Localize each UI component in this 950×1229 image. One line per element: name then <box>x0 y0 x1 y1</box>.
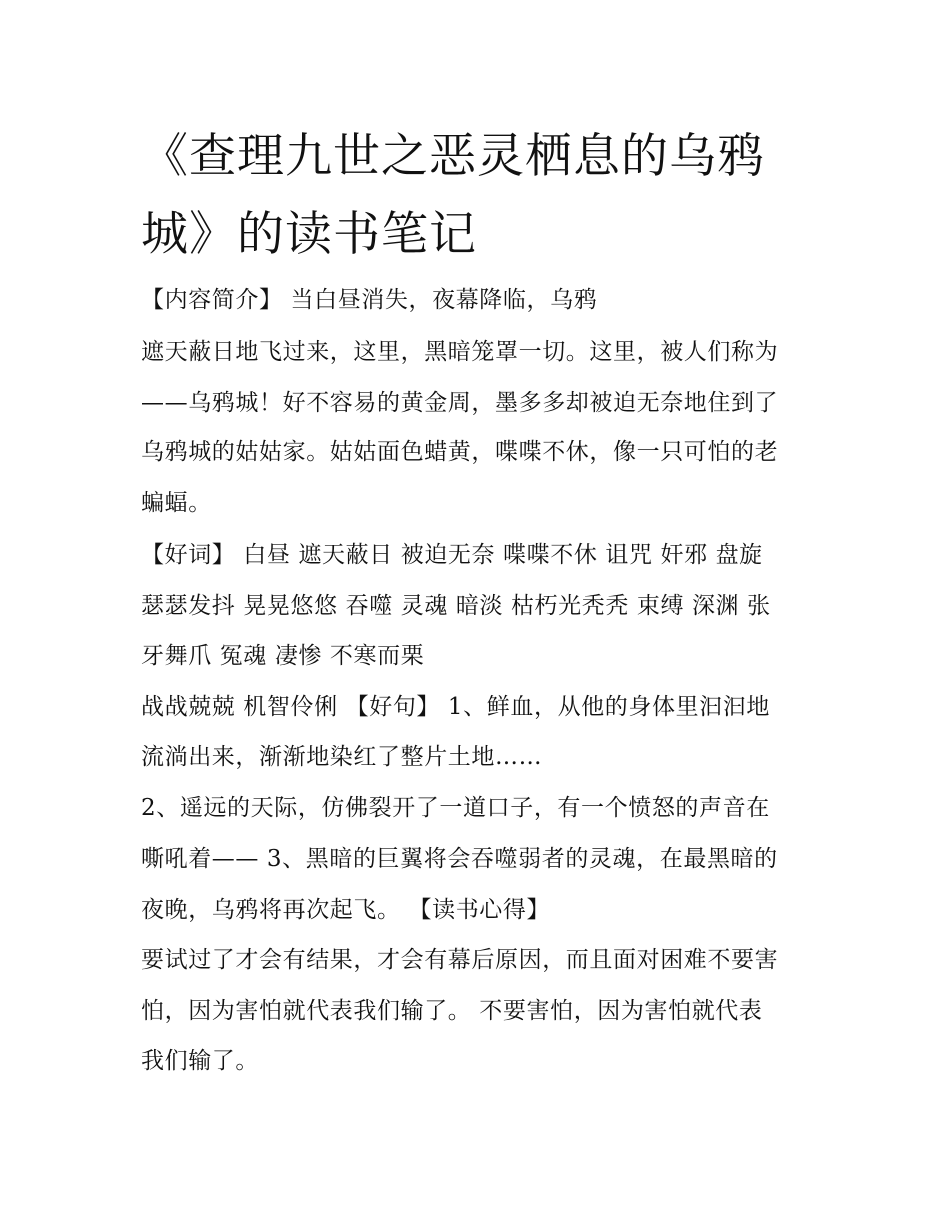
body-line: 遮天蔽日地飞过来，这里，黑暗笼罩一切。这里，被人们称为 <box>141 339 779 365</box>
body-line: 牙舞爪 冤魂 凄惨 不寒而栗 <box>141 643 425 669</box>
body-line: 瑟瑟发抖 晃晃悠悠 吞噬 灵魂 暗淡 枯朽光秃秃 束缚 深渊 张 <box>141 593 771 619</box>
body-line: ——乌鸦城！好不容易的黄金周，墨多多却被迫无奈地住到了 <box>141 390 779 416</box>
body-line: 我们输了。 <box>141 1048 259 1074</box>
body-line: 乌鸦城的姑姑家。姑姑面色蜡黄，喋喋不休，像一只可怕的老 <box>141 439 779 465</box>
body-line: 怕，因为害怕就代表我们输了。 不要害怕，因为害怕就代表 <box>141 998 763 1024</box>
title-line: 《查理九世之恶灵栖息的乌鸦 <box>141 129 765 184</box>
body-line: 蝙蝠。 <box>141 490 212 516</box>
body-line: 要试过了才会有结果，才会有幕后原因，而且面对困难不要害 <box>141 947 779 973</box>
body-line: 【内容简介】 当白昼消失，夜幕降临，乌鸦 <box>141 287 598 313</box>
body-line: 2、遥远的天际，仿佛裂开了一道口子，有一个愤怒的声音在 <box>141 795 770 821</box>
body-line: 战战兢兢 机智伶俐 【好句】 1、鲜血，从他的身体里汩汩地 <box>141 694 770 720</box>
body-line: 夜晚，乌鸦将再次起飞。 【读书心得】 <box>141 897 551 923</box>
body-line: 流淌出来，渐渐地染红了整片土地…… <box>141 744 543 770</box>
body-line: 【好词】 白昼 遮天蔽日 被迫无奈 喋喋不休 诅咒 奸邪 盘旋 <box>141 542 763 568</box>
body-line: 嘶吼着—— 3、黑暗的巨翼将会吞噬弱者的灵魂，在最黑暗的 <box>141 846 778 872</box>
document-title <box>141 118 821 274</box>
title-line: 城》的读书笔记 <box>141 207 477 262</box>
